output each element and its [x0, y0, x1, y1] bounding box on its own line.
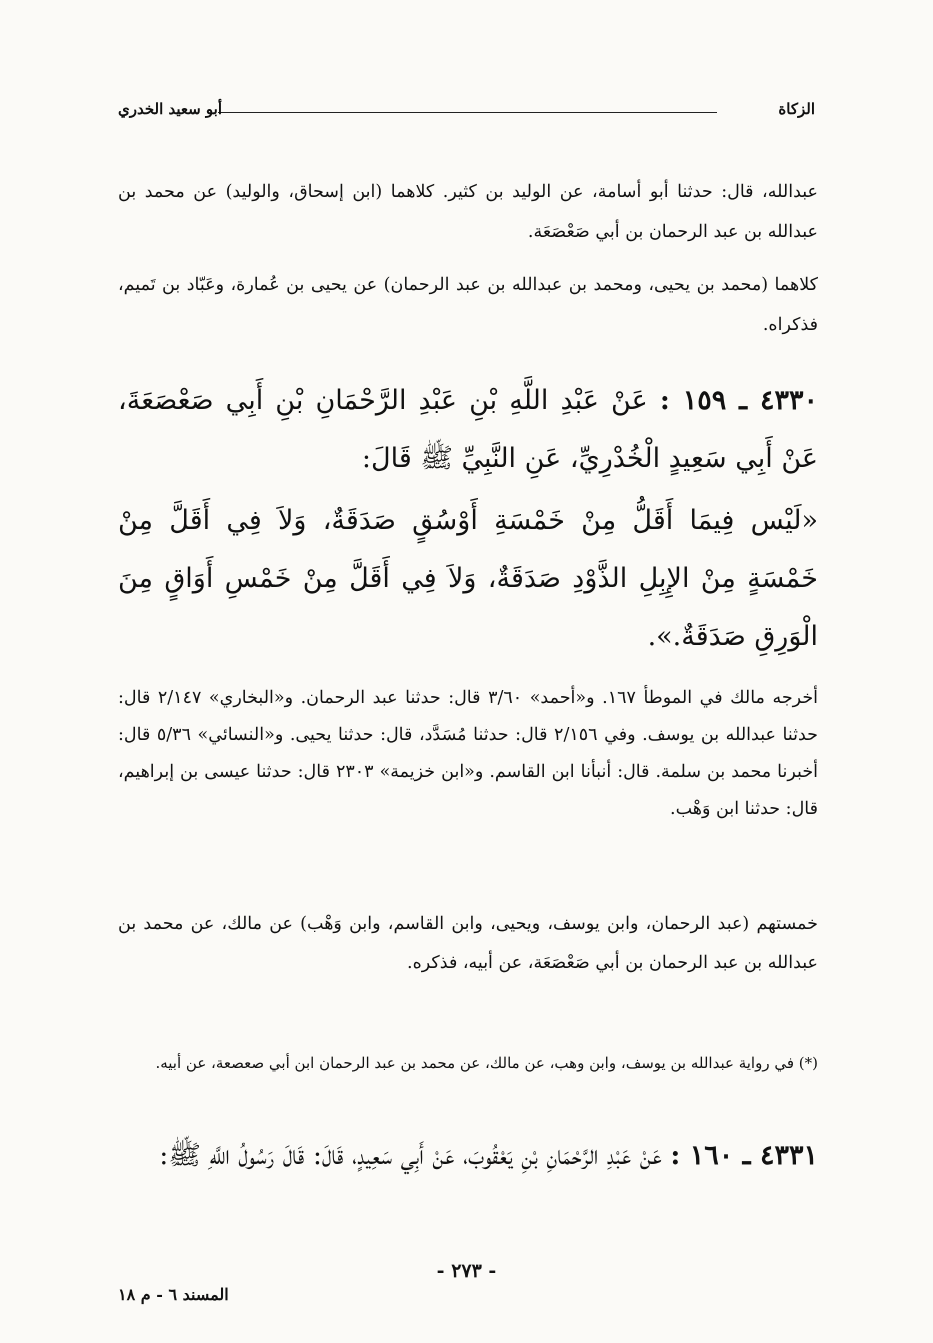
page-number: - ٢٧٣ - [436, 1260, 497, 1282]
hadith-number: ٤٣٣١ ـ ١٦٠ : [670, 1140, 818, 1171]
paragraph-isnad-2: كلاهما (محمد بن يحيى، ومحمد بن عبدالله بن عبد الرحمان) عن يحيى بن عُمارة، وعَبّاد بن تَميم، فذكراه. [118, 275, 818, 335]
hadith-text: عَنْ عَبْدِ الرَّحْمَانِ بْنِ يَعْقُوبَ، عَنْ أَبِي سَعِيدٍ، قَالَ: قَالَ رَسُولُ اللَّهِ ﷺ: [159, 1140, 662, 1171]
hadith-isnad-text: عَنْ عَبْدِ اللَّهِ بْنِ عَبْدِ الرَّحْمَانِ بْنِ أَبِي صَعْصَعَةَ، عَنْ أَبِي سَعِيدٍ الْخُدْرِيِّ، عَنِ النَّبِيِّ ﷺ قَالَ: [118, 385, 818, 474]
summary-paragraph: خمستهم (عبد الرحمان، وابن يوسف، ويحيى، وابن القاسم، وابن وَهْب) عن مالك، عن محمد بن عبدالله بن عبد الرحمان بن أبي صَعْصَعَة، عن أبيه، فذكره. [118, 914, 818, 973]
chapter-title: الزكاة [778, 100, 815, 118]
footnote: (*) في رواية عبدالله بن يوسف، وابن وهب، عن مالك، عن محمد بن عبد الرحمان ابن أبي صعصعة، عن أبيه. [155, 1054, 818, 1072]
hadith-4330-isnad [118, 372, 818, 488]
running-header [118, 100, 815, 124]
hadith-number: ٤٣٣٠ ـ ١٥٩ : [659, 385, 818, 416]
header-rule [218, 112, 717, 113]
takhrij-paragraph: أخرجه مالك في الموطأ ١٦٧. و«أحمد» ٣/٦٠ قال: حدثنا عبد الرحمان. و«البخاري» ٢/١٤٧ قال: حدثنا عبدالله بن يوسف. وفي ٢/١٥٦ قال: حدثنا مُسَدَّد، قال: حدثنا يحيى. و«النسائي» ٥/٣٦ قال: أخبرنا محمد بن سلمة. قال: أنبأنا ابن القاسم. و«ابن خزيمة» ٢٣٠٣ قال: حدثنا عيسى بن إبراهيم، قال: حدثنا ابن وَهْب. [118, 688, 819, 819]
hadith-4330-matn: «لَيْس فِيمَا أَقَلُّ مِنْ خَمْسَةِ أَوْسُقٍ صَدَقَةٌ، وَلاَ فِي أَقَلَّ مِنْ خَمْسَةٍ مِنْ الإِبِلِ الذَّوْدِ صَدَقَةٌ، وَلاَ فِي أَقَلَّ مِنْ خَمْسِ أَوَاقٍ مِنَ الْوَرِقِ صَدَقَةٌ.». [118, 505, 818, 652]
narrator-title: أبو سعيد الخدري [118, 100, 223, 118]
paragraph-isnad-1: عبدالله، قال: حدثنا أبو أسامة، عن الوليد بن كثير. كلاهما (ابن إسحاق، والوليد) عن محمد بن عبدالله بن عبد الرحمان بن أبي صَعْصَعَة. [118, 182, 818, 242]
hadith-4331 [118, 1128, 818, 1184]
printer-signature: المسند ٦ - م ١٨ [118, 1285, 229, 1304]
